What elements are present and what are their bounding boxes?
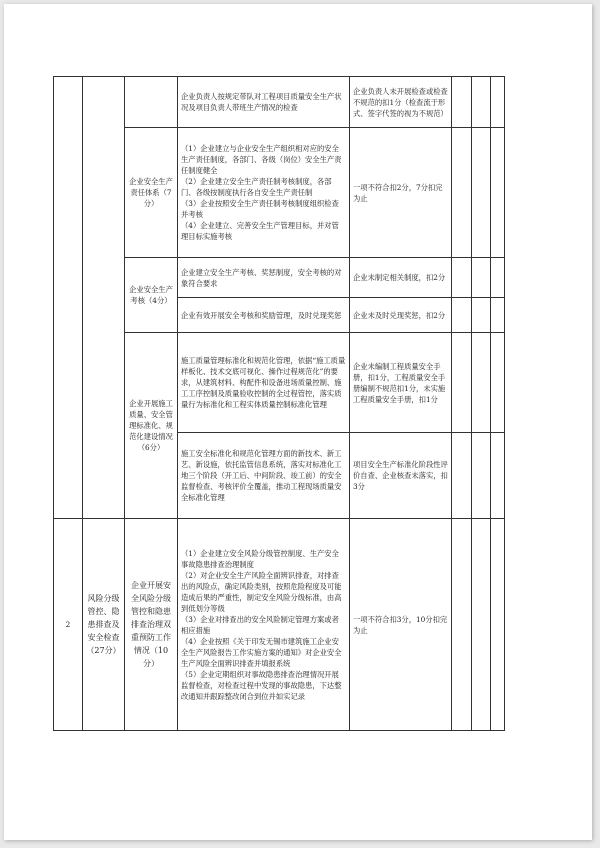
blank-cell <box>472 128 491 258</box>
blank-cell <box>472 433 491 519</box>
blank-cell <box>491 433 505 519</box>
sub-item-cell <box>125 77 178 128</box>
item-number: 2 <box>54 519 83 731</box>
content-line: （4）企业按照《关于印发无锡市建筑施工企业安全生产风险报告工作实施方案的通知》对企业安全生产风险全面辨识排查并填报系统 <box>181 636 342 668</box>
content-cell: 企业负责人按规定带队对工程项目质量安全生产状况及项目负责人带班生产情况的检查 <box>178 77 350 128</box>
blank-cell <box>491 298 505 333</box>
scoring-cell: 企业未编制工程质量安全手册，扣1分，工程质量安全手册编制不规范扣1分，未实施工程质量安全手册，扣1分 <box>350 333 452 433</box>
content-cell: 企业有效开展安全考核和奖励管理，及时兑现奖惩 <box>178 298 350 333</box>
content-line: （5）企业定期组织对事故隐患排查治理情况开展监督检查，对检查过程中发现的事故隐患，下达整改通知并跟踪整改闭合到位并如实记录 <box>181 669 342 701</box>
content-line: （2）企业建立安全生产责任制考核制度，各部门、各级按制度执行各自安全生产责任制 <box>181 177 332 197</box>
blank-cell <box>452 128 472 258</box>
sub-item-label: 企业开展安全风险分级管控和隐患排查治理双重预防工作情况（10分） <box>125 519 178 731</box>
category-cell <box>83 77 125 519</box>
blank-cell <box>452 258 472 298</box>
content-line: （4）企业建立、完善安全生产管理目标，并对管理目标实施考核 <box>181 221 339 241</box>
item-number-cell <box>54 77 83 519</box>
blank-cell <box>472 258 491 298</box>
content-line: （1）企业建立与企业安全生产组织相对应的安全生产责任制度，各部门、各级（岗位）安全生产责任制度健全 <box>181 144 342 175</box>
category-label: 风险分级管控、隐患排查及安全检查（27分） <box>83 519 125 731</box>
content-line: （3）企业对排查出的安全风险制定管理方案或者相应措施 <box>181 614 339 635</box>
blank-cell <box>491 128 505 258</box>
blank-cell <box>452 298 472 333</box>
blank-cell <box>491 258 505 298</box>
table-row <box>54 77 505 128</box>
scoring-cell: 一项不符合扣2分，7分扣完为止 <box>350 128 452 258</box>
sub-item-label: 企业安全生产考核（4分） <box>125 258 178 333</box>
blank-cell <box>472 519 491 731</box>
sub-item-label: 企业开展施工质量、安全管理标准化、规范化建设情况（6分） <box>125 333 178 519</box>
blank-cell <box>472 333 491 433</box>
content-line: （3）企业按照安全生产责任制考核制度组织检查并考核 <box>181 199 339 219</box>
blank-cell <box>452 433 472 519</box>
sub-item-label: 企业安全生产责任体系（7分） <box>125 128 178 258</box>
scoring-cell: 一项不符合扣3分，10分扣完为止 <box>350 519 452 731</box>
content-line: （2）对企业安全生产风险全面辨识排查，对排查出的风险点，确定风险类别，按照危险程度及可能造成后果的严重性，制定安全风险分级标准，由高到低划分等级 <box>181 570 342 613</box>
table-row <box>54 519 505 731</box>
document-page <box>4 4 592 840</box>
scoring-cell: 企业未制定相关制度，扣2分 <box>350 258 452 298</box>
content-cell: 企业建立安全生产考核、奖惩制度，安全考核的对象符合要求 <box>178 258 350 298</box>
blank-cell <box>472 298 491 333</box>
blank-cell <box>452 519 472 731</box>
scoring-cell: 企业未及时兑现奖惩，扣2分 <box>350 298 452 333</box>
safety-assessment-table <box>53 76 505 731</box>
content-cell: 施工质量管理标准化和规范化管理，依据“施工质量样板化、技术交底可视化、操作过程规范化”的要求，从建筑材料、构配件和设备进场质量控制、施工工序控制及质量验收控制的全过程管控，落实质量行为标准化和工程实体质量控制标准化管理 <box>178 333 350 433</box>
blank-cell <box>472 77 491 128</box>
scoring-cell: 项目安全生产标准化阶段性评价自查、企业核查未落实，扣3分 <box>350 433 452 519</box>
scoring-cell: 企业负责人未开展检查或检查不规范的扣1分（检查流于形式、签字代签的视为不规范） <box>350 77 452 128</box>
blank-cell <box>491 519 505 731</box>
content-line: （1）企业建立安全风险分级管控制度、生产安全事故隐患排查治理制度 <box>181 548 339 569</box>
content-cell: 施工安全标准化和规范化管理方面的新技术、新工艺、新设施，依托监管信息系统，落实对标准化工地三个阶段（开工后、中间阶段、竣工前）的安全监督检查、考核评价全覆盖，推动工程现场质量安全标准化管理 <box>178 433 350 519</box>
blank-cell <box>452 77 472 128</box>
content-cell <box>178 128 350 258</box>
blank-cell <box>452 333 472 433</box>
blank-cell <box>491 77 505 128</box>
blank-cell <box>491 333 505 433</box>
content-cell <box>178 519 350 731</box>
